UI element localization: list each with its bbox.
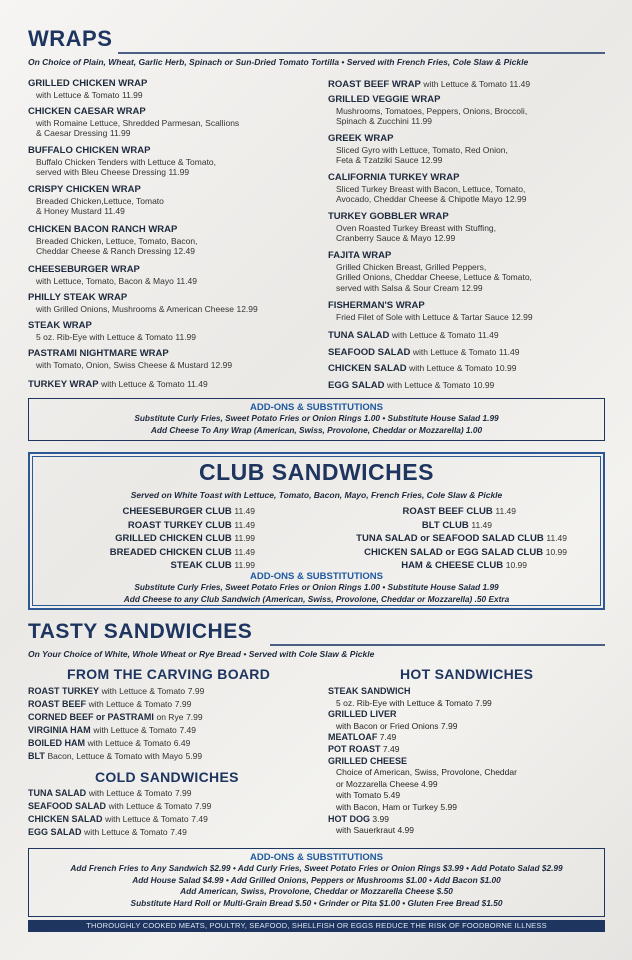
item-desc: with Lettuce & Tomato	[409, 363, 493, 373]
club-item	[30, 532, 567, 546]
menu-item	[28, 349, 232, 370]
menu-item	[28, 79, 147, 100]
club-addons	[30, 571, 603, 605]
item-desc: Sliced Gyro with Lettuce, Tomato, Red Onion,	[336, 144, 508, 155]
item-price: 12.49	[173, 246, 195, 256]
item-price: 11.99	[168, 167, 190, 177]
item-desc: Buffalo Chicken Tenders with Lettuce & Tomato,	[36, 156, 217, 167]
menu-item	[28, 321, 196, 342]
wraps-subtitle: On Choice of Plain, Wheat, Garlic Herb, Spinach or Sun-Dried Tomato Tortilla • Served with French Fries, Cole Slaw & Pickle	[28, 57, 529, 67]
addons-line: Substitute Hard Roll or Multi-Grain Bread $.50 • Grinder or Pita $1.00 • Gluten Free Bread $1.50	[130, 897, 503, 908]
item-name: CHICKEN SALAD	[328, 363, 407, 374]
addons-title: ADD-ONS & SUBSTITUTIONS	[250, 571, 383, 582]
item-desc: with Lettuce & Tomato	[84, 827, 168, 837]
item-desc: 5 oz. Rib-Eye with Lettuce & Tomato	[336, 697, 473, 708]
item-price: 11.99	[122, 89, 143, 100]
item-name: TUNA SALAD or SEAFOOD SALAD CLUB	[356, 533, 544, 544]
menu-item	[28, 265, 197, 286]
list-item	[28, 737, 204, 750]
club-item	[30, 546, 567, 560]
item-name: EGG SALAD	[328, 380, 385, 391]
item-price: 7.99	[174, 788, 192, 798]
menu-item	[28, 185, 164, 217]
item-name: CALIFORNIA TURKEY WRAP	[328, 172, 460, 183]
item-name: CHICKEN SALAD	[28, 814, 103, 824]
item-price: 5.99	[185, 751, 203, 761]
item-desc: with Lettuce & Tomato	[87, 738, 172, 748]
item-price: 7.99	[440, 720, 458, 731]
item-desc: Oven Roasted Turkey Breast with Stuffing,	[336, 222, 497, 233]
item-desc: with Sauerkraut	[336, 825, 396, 836]
item-name: TUNA SALAD	[28, 788, 87, 798]
item-desc: with Tomato	[336, 790, 382, 801]
list-item	[28, 711, 204, 724]
item-price: 7.49	[191, 814, 208, 824]
item-desc: with Lettuce & Tomato	[412, 347, 497, 357]
addons-line: Add French Fries to Any Sandwich $2.99 • Add Curly Fries, Sweet Potato Fries or Onion Rings $3.99 • Add Potato Salad $2.99	[70, 863, 563, 873]
item-price: 7.49	[170, 827, 187, 837]
item-desc: Mushrooms, Tomatoes, Peppers, Onions, Broccoli,	[336, 105, 528, 116]
item-name: FISHERMAN'S WRAP	[328, 300, 425, 311]
item-desc: with Bacon, Ham or Turkey	[336, 801, 439, 812]
item-desc: Breaded Chicken,Lettuce, Tomato	[36, 195, 164, 206]
hot-title: HOT SANDWICHES	[400, 666, 534, 682]
item-name: PASTRAMI NIGHTMARE WRAP	[28, 348, 169, 359]
tasty-subtitle: On Your Choice of White, Whole Wheat or Rye Bread • Served with Cole Slaw & Pickle	[28, 649, 375, 659]
wraps-addons-box	[28, 398, 605, 441]
item-desc: Grilled Chicken Breast, Grilled Peppers,	[336, 261, 487, 272]
item-price: 7.49	[382, 743, 400, 754]
item-desc: Breaded Chicken, Lettuce, Tomato, Bacon,	[36, 235, 198, 246]
item-desc: Cranberry Sauce & Mayo	[336, 233, 432, 243]
item-price: 11.49	[509, 79, 531, 89]
item-price: 11.49	[477, 330, 499, 340]
item-price: 11.49	[495, 506, 516, 516]
item-price: 7.99	[187, 686, 205, 696]
item-desc: served with Salsa & Sour Cream	[336, 282, 459, 293]
item-name: CHICKEN SALAD or EGG SALAD CLUB	[364, 546, 544, 558]
item-price: 7.99	[174, 699, 192, 709]
item-name: CHEESEBURGER CLUB	[122, 506, 232, 517]
item-desc: with Lettuce & Tomato	[93, 725, 177, 735]
item-name: TURKEY WRAP	[28, 379, 99, 390]
cold-list	[28, 787, 211, 839]
item-price: 12.99	[210, 359, 233, 370]
list-item	[28, 800, 211, 813]
item-name: ROAST BEEF	[28, 699, 87, 709]
item-name: BLT CLUB	[421, 519, 469, 531]
item-name: HAM & CHEESE CLUB	[401, 560, 504, 571]
item-desc: with Grilled Onions, Mushrooms & American Cheese	[36, 303, 234, 314]
item-desc: Cheddar Cheese & Ranch Dressing	[36, 246, 172, 256]
item-price: 11.99	[411, 116, 432, 126]
item-name: VIRGINIA HAM	[28, 725, 91, 735]
addons-line: Add House Salad $4.99 • Add Grilled Onions, Peppers or Mushrooms $1.00 • Add Bacon $1.00	[132, 874, 501, 885]
addons-line: Substitute Curly Fries, Sweet Potato Fries or Onion Rings 1.00 • Substitute House Salad 1.99	[134, 582, 499, 592]
food-safety-footer: THOROUGHLY COOKED MEATS, POULTRY, SEAFOOD, SHELLFISH OR EGGS REDUCE THE RISK OF FOODBORNE ILLNESS	[28, 920, 605, 932]
item-price: 3.99	[372, 813, 389, 824]
item-price: 11.99	[234, 533, 255, 543]
item-name: MEATLOAF	[328, 732, 378, 743]
item-name: CORNED BEEF or PASTRAMI	[28, 712, 154, 722]
list-item	[28, 750, 204, 763]
menu-item	[28, 107, 239, 139]
wraps-rule	[118, 52, 605, 54]
item-name: GREEK WRAP	[328, 133, 394, 144]
menu-item	[328, 301, 533, 322]
item-price: 10.99	[473, 380, 495, 390]
item-name: ROAST TURKEY CLUB	[127, 519, 232, 531]
item-desc: 5 oz. Rib-Eye with Lettuce & Tomato	[36, 331, 173, 342]
item-price: 5.99	[440, 801, 457, 812]
menu-item	[328, 363, 516, 375]
item-price: 5.49	[383, 790, 401, 801]
tasty-addons-box	[28, 848, 605, 917]
item-price: 7.99	[194, 801, 212, 811]
list-item	[28, 724, 204, 737]
list-item	[28, 787, 211, 800]
list-item	[28, 685, 204, 698]
item-name: BUFFALO CHICKEN WRAP	[28, 145, 151, 156]
item-desc: Avocado, Cheddar Cheese & Chipotle Mayo	[336, 194, 503, 204]
item-desc: Fried Filet of Sole with Lettuce & Tartar Sauce	[336, 311, 509, 322]
tasty-title: TASTY SANDWICHES	[28, 620, 253, 643]
item-desc: with Lettuce & Tomato	[105, 814, 189, 824]
item-price: 12.99	[511, 311, 533, 322]
item-name: TURKEY GOBBLER WRAP	[328, 211, 449, 222]
item-desc: Spinach & Zucchini	[336, 116, 409, 126]
item-desc: with Lettuce & Tomato	[101, 686, 186, 696]
menu-item	[328, 79, 530, 91]
wraps-title: WRAPS	[28, 26, 113, 51]
item-price: 12.99	[505, 194, 527, 204]
item-name: GRILLED VEGGIE WRAP	[328, 94, 441, 105]
item-name: SEAFOOD SALAD	[28, 801, 107, 811]
item-desc: with Lettuce & Tomato	[108, 801, 193, 811]
item-name: POT ROAST	[328, 743, 381, 754]
item-name: GRILLED CHICKEN CLUB	[115, 533, 232, 544]
item-desc: with Lettuce & Tomato	[387, 380, 471, 390]
item-desc: with Lettuce & Tomato	[88, 788, 173, 798]
item-price: 11.49	[546, 533, 567, 543]
menu-item	[328, 251, 532, 293]
menu-item	[28, 379, 208, 391]
item-name: CHEESEBURGER WRAP	[28, 264, 140, 275]
item-price: 11.49	[187, 379, 208, 389]
club-box	[28, 452, 605, 610]
item-price: 11.99	[109, 128, 131, 138]
menu-item	[328, 212, 496, 244]
addons-line: Add Cheese To Any Wrap (American, Swiss, Provolone, Cheddar or Mozzarella) 1.00	[150, 424, 483, 435]
carving-title: FROM THE CARVING BOARD	[67, 666, 271, 682]
item-name: ROAST BEEF WRAP	[328, 79, 421, 90]
item-name: CRISPY CHICKEN WRAP	[28, 184, 141, 195]
item-desc: with Tomato, Onion, Swiss Cheese & Mustard	[36, 359, 209, 370]
item-price: 7.49	[379, 732, 397, 743]
item-desc: with Lettuce, Tomato, Bacon & Mayo	[36, 275, 174, 286]
item-price: 11.99	[175, 331, 197, 342]
item-desc: & Caesar Dressing	[36, 128, 108, 138]
item-desc: served with Bleu Cheese Dressing	[36, 167, 166, 177]
item-price: 11.49	[176, 275, 197, 286]
item-desc: with Romaine Lettuce, Shredded Parmesan, Scallions	[36, 117, 240, 128]
item-name: GRILLED CHEESE	[328, 755, 408, 766]
item-desc: with Lettuce & Tomato	[423, 79, 507, 89]
carving-list	[28, 685, 204, 763]
hot-list	[328, 686, 517, 837]
cold-title: COLD SANDWICHES	[95, 769, 239, 785]
item-price: 11.49	[234, 506, 255, 516]
tasty-rule	[270, 644, 605, 646]
item-price: 11.49	[234, 546, 255, 557]
menu-item	[28, 225, 197, 257]
item-price: 10.99	[545, 546, 567, 557]
item-name: STEAK SANDWICH	[328, 686, 411, 696]
item-desc: & Honey Mustard	[36, 206, 102, 216]
menu-item	[328, 380, 494, 392]
club-subtitle: Served on White Toast with Lettuce, Tomato, Bacon, Mayo, French Fries, Cole Slaw & Pickle	[130, 490, 503, 500]
item-price: 11.49	[471, 519, 492, 530]
list-item	[28, 813, 211, 826]
addons-title: ADD-ONS & SUBSTITUTIONS	[250, 852, 383, 863]
menu-item	[28, 146, 216, 178]
list-item	[28, 826, 211, 839]
item-desc: Sliced Turkey Breast with Bacon, Lettuce, Tomato,	[336, 183, 526, 194]
item-name: SEAFOOD SALAD	[328, 347, 411, 358]
item-price: 7.49	[179, 725, 196, 735]
item-desc: on Rye	[156, 712, 184, 722]
club-right-column	[30, 505, 597, 573]
item-price: 12.99	[461, 282, 483, 293]
item-name: ROAST TURKEY	[28, 686, 100, 696]
item-name: BREADED CHICKEN CLUB	[109, 546, 232, 558]
item-desc: or Mozzarella Cheese	[336, 778, 419, 789]
item-name: CHICKEN CAESAR WRAP	[28, 106, 146, 117]
item-name: TUNA SALAD	[328, 330, 390, 341]
list-item	[28, 698, 204, 711]
addons-line: Substitute Curly Fries, Sweet Potato Fries or Onion Rings 1.00 • Substitute House Salad 1.99	[134, 413, 499, 423]
item-price: 6.49	[173, 738, 191, 748]
menu-item	[328, 173, 526, 205]
item-name: BOILED HAM	[28, 738, 85, 748]
club-title: CLUB SANDWICHES	[199, 459, 434, 485]
item-desc: Feta & Tzatziki Sauce	[336, 155, 419, 165]
item-name: GRILLED CHICKEN WRAP	[28, 78, 148, 89]
item-desc: Grilled Onions, Cheddar Cheese, Lettuce & Tomato,	[336, 272, 532, 282]
club-item	[30, 505, 567, 519]
addons-line: Add American, Swiss, Provolone, Cheddar or Mozzarella Cheese $.50	[180, 886, 453, 896]
item-price: 12.99	[433, 233, 456, 243]
item-price: 4.99	[421, 778, 438, 789]
item-name: CHICKEN BACON RANCH WRAP	[28, 224, 178, 235]
menu-item	[328, 134, 508, 166]
item-desc: with Lettuce & Tomato	[101, 379, 185, 389]
item-price: 10.99	[495, 363, 517, 373]
item-name: FAJITA WRAP	[328, 250, 392, 261]
item-name: PHILLY STEAK WRAP	[28, 292, 128, 303]
item-name: BLT	[28, 751, 45, 761]
item-price: 4.99	[397, 825, 414, 836]
item-desc: Bacon, Lettuce & Tomato with Mayo	[47, 751, 183, 761]
item-name: GRILLED LIVER	[328, 709, 397, 720]
item-price: 7.99	[475, 697, 492, 708]
menu-item	[328, 330, 499, 342]
item-desc: with Bacon or Fried Onions	[336, 720, 439, 731]
item-price: 11.49	[498, 347, 520, 357]
item-desc: with Lettuce & Tomato	[391, 330, 476, 340]
item-desc: Choice of American, Swiss, Provolone, Cheddar	[336, 767, 517, 778]
item-price: 11.49	[104, 206, 125, 216]
item-name: HOT DOG	[328, 813, 370, 824]
item-price: 12.99	[421, 155, 443, 165]
item-desc: with Lettuce & Tomato	[36, 89, 120, 100]
menu-item	[328, 95, 527, 127]
addons-line: Add Cheese to any Club Sandwich (American, Swiss, Provolone, Cheddar or Mozzarella) .50 Extra	[123, 593, 510, 604]
item-name: ROAST BEEF CLUB	[402, 506, 493, 517]
item-name: EGG SALAD	[28, 827, 82, 837]
menu-item	[28, 293, 258, 314]
item-price: 11.99	[234, 560, 255, 570]
item-name: STEAK CLUB	[170, 560, 232, 571]
item-price: 7.99	[186, 712, 203, 722]
item-price: 11.49	[234, 519, 255, 530]
addons-title: ADD-ONS & SUBSTITUTIONS	[250, 402, 383, 413]
item-desc: with Lettuce & Tomato	[88, 699, 173, 709]
item-price: 12.99	[236, 303, 258, 314]
item-name: STEAK WRAP	[28, 320, 92, 331]
club-item	[30, 519, 567, 533]
item-price: 10.99	[505, 560, 527, 570]
menu-item	[328, 347, 520, 359]
